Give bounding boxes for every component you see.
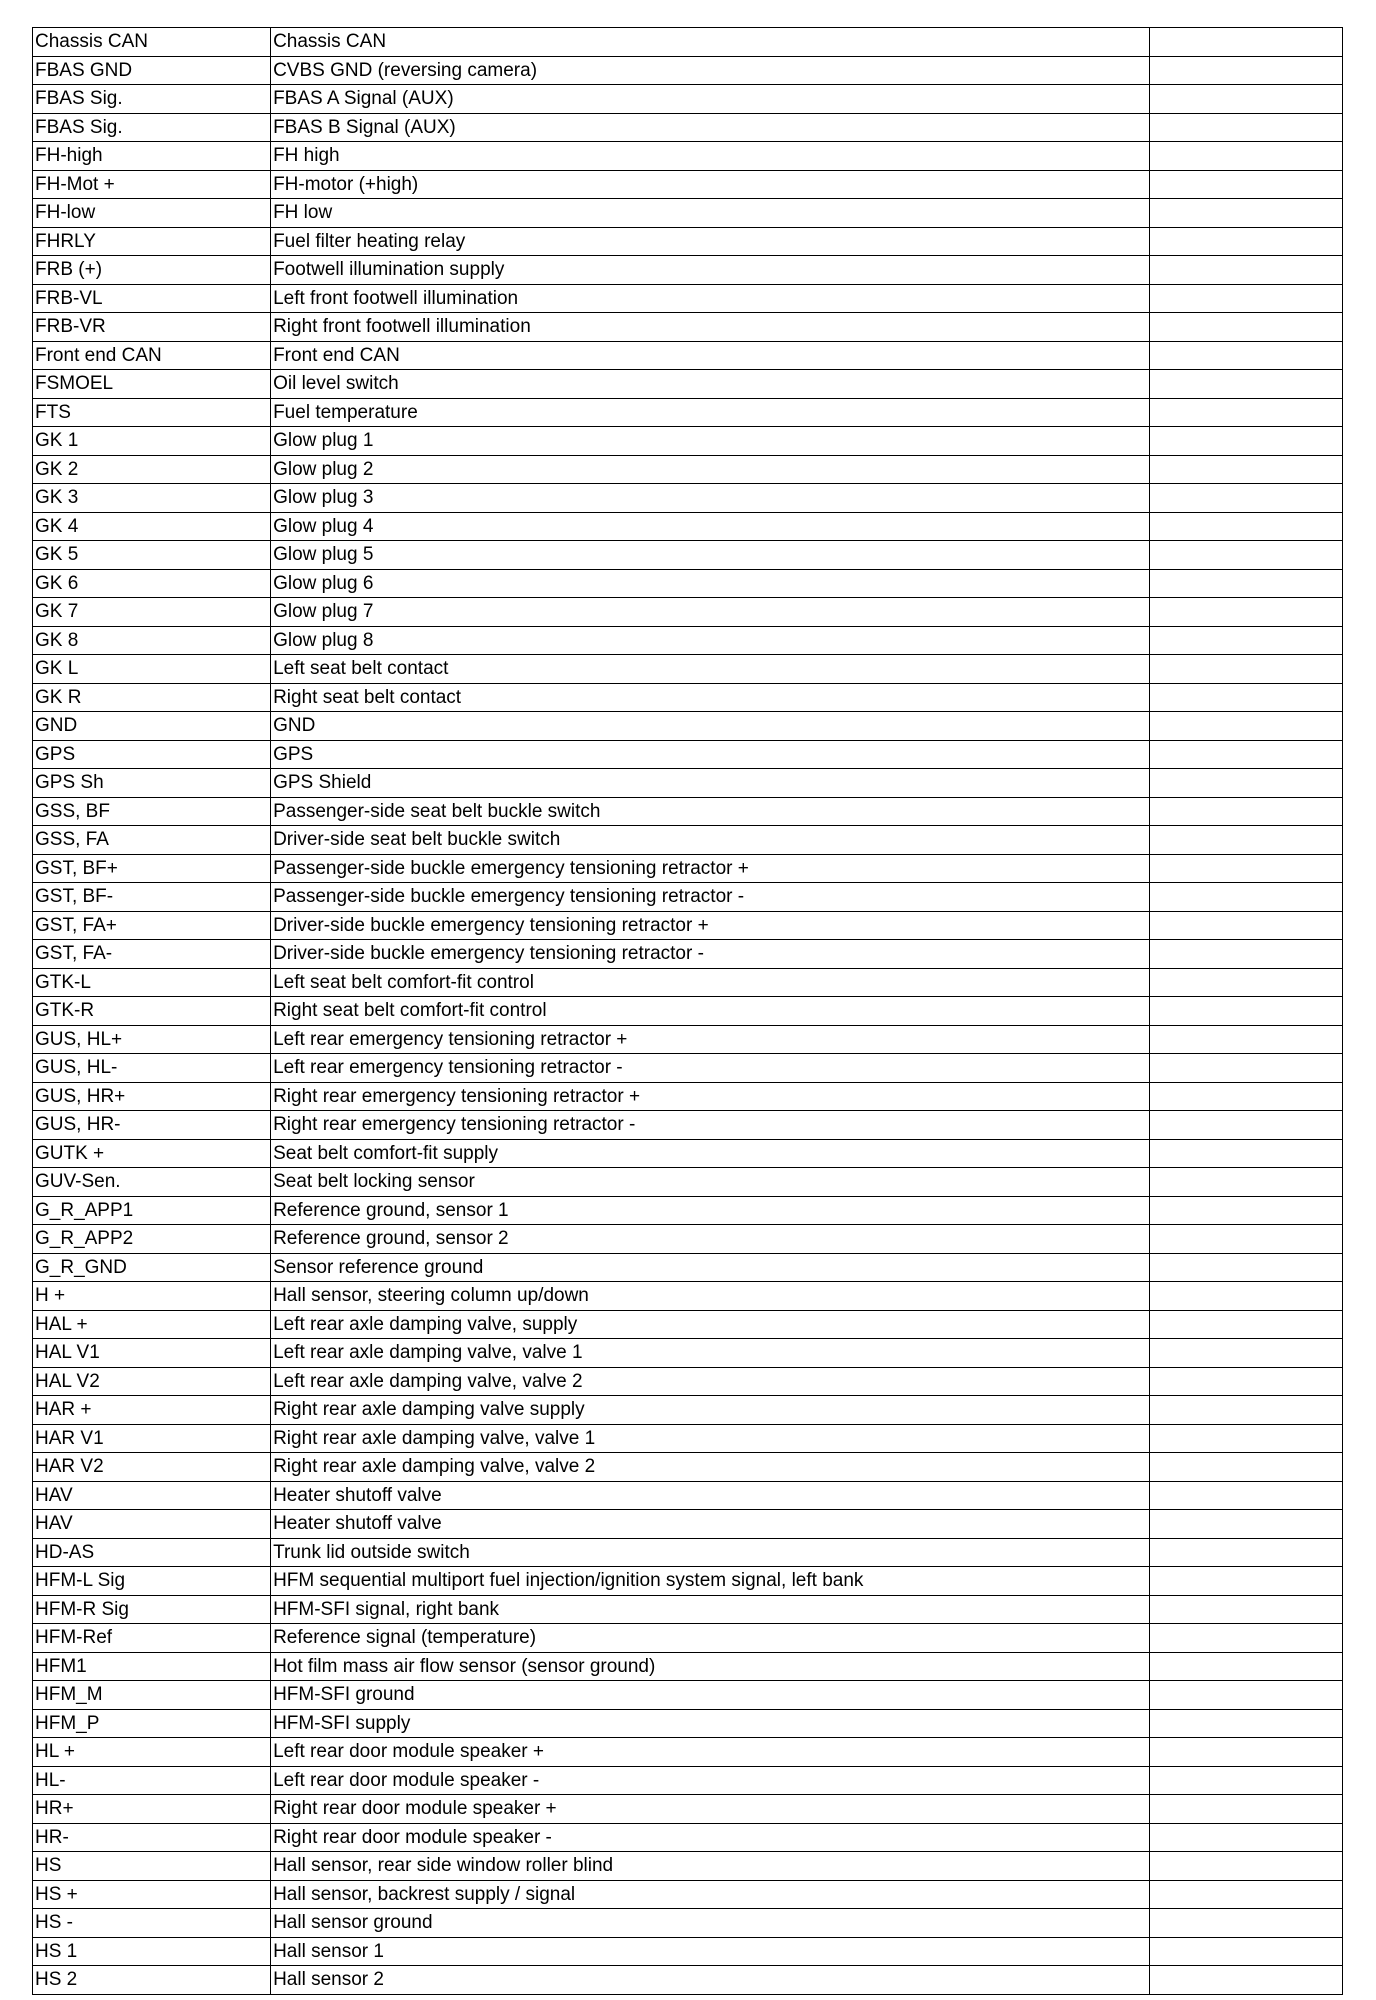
empty-cell: [1150, 997, 1343, 1026]
description-cell: Right rear axle damping valve, valve 2: [271, 1453, 1150, 1482]
description-cell: Sensor reference ground: [271, 1253, 1150, 1282]
description-cell: Chassis CAN: [271, 28, 1150, 57]
empty-cell: [1150, 1481, 1343, 1510]
description-cell: Fuel temperature: [271, 398, 1150, 427]
abbreviation-cell: FH-high: [33, 142, 271, 171]
description-cell: Right rear axle damping valve, valve 1: [271, 1424, 1150, 1453]
description-cell: Right rear emergency tensioning retractor -: [271, 1111, 1150, 1140]
abbreviation-cell: GSS, BF: [33, 797, 271, 826]
table-row: [33, 1424, 1343, 1453]
empty-cell: [1150, 56, 1343, 85]
empty-cell: [1150, 227, 1343, 256]
empty-cell: [1150, 1624, 1343, 1653]
table-row: [33, 1766, 1343, 1795]
table-row: [33, 142, 1343, 171]
description-cell: Right rear door module speaker +: [271, 1795, 1150, 1824]
table-row: [33, 1595, 1343, 1624]
table-row: [33, 313, 1343, 342]
abbreviation-cell: FH-low: [33, 199, 271, 228]
table-row: [33, 199, 1343, 228]
table-row: [33, 1339, 1343, 1368]
abbreviation-cell: HR+: [33, 1795, 271, 1824]
table-row: [33, 1196, 1343, 1225]
abbreviation-cell: HAL V1: [33, 1339, 271, 1368]
abbreviation-cell: FRB-VL: [33, 284, 271, 313]
empty-cell: [1150, 1253, 1343, 1282]
table-row: [33, 85, 1343, 114]
description-cell: Right rear door module speaker -: [271, 1823, 1150, 1852]
table-row: [33, 1225, 1343, 1254]
abbreviation-cell: GST, FA-: [33, 940, 271, 969]
empty-cell: [1150, 1823, 1343, 1852]
description-cell: Left rear door module speaker -: [271, 1766, 1150, 1795]
abbreviation-cell: GUTK +: [33, 1139, 271, 1168]
table-row: [33, 512, 1343, 541]
description-cell: Glow plug 7: [271, 598, 1150, 627]
table-row: [33, 1937, 1343, 1966]
description-cell: Hall sensor, backrest supply / signal: [271, 1880, 1150, 1909]
description-cell: FBAS B Signal (AUX): [271, 113, 1150, 142]
description-cell: Hall sensor, steering column up/down: [271, 1282, 1150, 1311]
table-row: [33, 227, 1343, 256]
table-row: [33, 655, 1343, 684]
abbreviation-cell: GK 8: [33, 626, 271, 655]
table-row: [33, 541, 1343, 570]
abbreviation-cell: HS 2: [33, 1966, 271, 1995]
empty-cell: [1150, 256, 1343, 285]
abbreviation-cell: Front end CAN: [33, 341, 271, 370]
table-row: [33, 712, 1343, 741]
abbreviation-cell: G_R_APP1: [33, 1196, 271, 1225]
table-row: [33, 1624, 1343, 1653]
table-row: [33, 997, 1343, 1026]
empty-cell: [1150, 769, 1343, 798]
abbreviation-cell: FRB (+): [33, 256, 271, 285]
description-cell: Reference signal (temperature): [271, 1624, 1150, 1653]
empty-cell: [1150, 1168, 1343, 1197]
description-cell: Driver-side buckle emergency tensioning retractor +: [271, 911, 1150, 940]
empty-cell: [1150, 1111, 1343, 1140]
empty-cell: [1150, 655, 1343, 684]
description-cell: Passenger-side buckle emergency tensioning retractor -: [271, 883, 1150, 912]
table-row: [33, 170, 1343, 199]
table-row: [33, 740, 1343, 769]
abbreviation-cell: FHRLY: [33, 227, 271, 256]
description-cell: FH low: [271, 199, 1150, 228]
description-cell: GPS Shield: [271, 769, 1150, 798]
empty-cell: [1150, 484, 1343, 513]
table-row: [33, 1567, 1343, 1596]
description-cell: Hall sensor 1: [271, 1937, 1150, 1966]
abbreviation-cell: GK R: [33, 683, 271, 712]
abbreviation-cell: HS -: [33, 1909, 271, 1938]
table-row: [33, 113, 1343, 142]
empty-cell: [1150, 1139, 1343, 1168]
table-row: [33, 569, 1343, 598]
abbreviation-cell: FTS: [33, 398, 271, 427]
description-cell: Oil level switch: [271, 370, 1150, 399]
description-cell: Hall sensor 2: [271, 1966, 1150, 1995]
table-row: [33, 1253, 1343, 1282]
abbreviation-cell: GSS, FA: [33, 826, 271, 855]
description-cell: HFM-SFI supply: [271, 1709, 1150, 1738]
empty-cell: [1150, 1738, 1343, 1767]
abbreviation-cell: FBAS GND: [33, 56, 271, 85]
description-cell: Seat belt comfort-fit supply: [271, 1139, 1150, 1168]
description-cell: Glow plug 4: [271, 512, 1150, 541]
table-row: [33, 1396, 1343, 1425]
abbreviation-cell: GK L: [33, 655, 271, 684]
table-row: [33, 1738, 1343, 1767]
table-row: [33, 1538, 1343, 1567]
description-cell: Glow plug 2: [271, 455, 1150, 484]
empty-cell: [1150, 1880, 1343, 1909]
table-row: [33, 769, 1343, 798]
description-cell: Fuel filter heating relay: [271, 227, 1150, 256]
empty-cell: [1150, 1453, 1343, 1482]
table-row: [33, 284, 1343, 313]
abbreviation-cell: HD-AS: [33, 1538, 271, 1567]
table-row: [33, 940, 1343, 969]
abbreviation-cell: HFM1: [33, 1652, 271, 1681]
empty-cell: [1150, 1966, 1343, 1995]
empty-cell: [1150, 1709, 1343, 1738]
description-cell: Passenger-side seat belt buckle switch: [271, 797, 1150, 826]
table-row: [33, 1880, 1343, 1909]
empty-cell: [1150, 1025, 1343, 1054]
abbreviation-cell: GK 5: [33, 541, 271, 570]
table-row: [33, 1025, 1343, 1054]
description-cell: Right seat belt comfort-fit control: [271, 997, 1150, 1026]
table-row: [33, 1681, 1343, 1710]
table-row: [33, 797, 1343, 826]
abbreviation-cell: HL +: [33, 1738, 271, 1767]
abbreviation-cell: HFM-L Sig: [33, 1567, 271, 1596]
empty-cell: [1150, 199, 1343, 228]
description-cell: Left rear door module speaker +: [271, 1738, 1150, 1767]
empty-cell: [1150, 313, 1343, 342]
description-cell: HFM-SFI signal, right bank: [271, 1595, 1150, 1624]
empty-cell: [1150, 398, 1343, 427]
empty-cell: [1150, 1567, 1343, 1596]
description-cell: Driver-side buckle emergency tensioning retractor -: [271, 940, 1150, 969]
empty-cell: [1150, 113, 1343, 142]
empty-cell: [1150, 911, 1343, 940]
empty-cell: [1150, 1538, 1343, 1567]
description-cell: Glow plug 1: [271, 427, 1150, 456]
description-cell: Left rear emergency tensioning retractor -: [271, 1054, 1150, 1083]
abbreviation-cell: GUS, HR+: [33, 1082, 271, 1111]
abbreviation-cell: FBAS Sig.: [33, 113, 271, 142]
description-cell: Passenger-side buckle emergency tensioning retractor +: [271, 854, 1150, 883]
empty-cell: [1150, 1339, 1343, 1368]
table-row: [33, 883, 1343, 912]
empty-cell: [1150, 826, 1343, 855]
description-cell: FH-motor (+high): [271, 170, 1150, 199]
empty-cell: [1150, 598, 1343, 627]
abbreviation-cell: GPS: [33, 740, 271, 769]
table-row: [33, 1652, 1343, 1681]
table-row: [33, 1966, 1343, 1995]
table-row: [33, 1054, 1343, 1083]
table-row: [33, 911, 1343, 940]
abbreviation-cell: FRB-VR: [33, 313, 271, 342]
empty-cell: [1150, 1909, 1343, 1938]
abbreviation-cell: GST, FA+: [33, 911, 271, 940]
table-body: [33, 28, 1343, 1995]
empty-cell: [1150, 883, 1343, 912]
empty-cell: [1150, 940, 1343, 969]
table-row: [33, 1282, 1343, 1311]
empty-cell: [1150, 541, 1343, 570]
description-cell: Left rear emergency tensioning retractor +: [271, 1025, 1150, 1054]
table-row: [33, 455, 1343, 484]
empty-cell: [1150, 740, 1343, 769]
empty-cell: [1150, 1225, 1343, 1254]
empty-cell: [1150, 455, 1343, 484]
abbreviation-cell: HS 1: [33, 1937, 271, 1966]
abbreviation-cell: HAR +: [33, 1396, 271, 1425]
table-row: [33, 1852, 1343, 1881]
abbreviation-cell: GK 1: [33, 427, 271, 456]
abbreviation-cell: HS: [33, 1852, 271, 1881]
empty-cell: [1150, 1196, 1343, 1225]
description-cell: Trunk lid outside switch: [271, 1538, 1150, 1567]
empty-cell: [1150, 28, 1343, 57]
empty-cell: [1150, 968, 1343, 997]
abbreviation-cell: GUS, HL+: [33, 1025, 271, 1054]
empty-cell: [1150, 1795, 1343, 1824]
empty-cell: [1150, 1510, 1343, 1539]
abbreviation-cell: GK 6: [33, 569, 271, 598]
table-row: [33, 1453, 1343, 1482]
description-cell: Left rear axle damping valve, supply: [271, 1310, 1150, 1339]
empty-cell: [1150, 427, 1343, 456]
abbreviation-cell: HAV: [33, 1481, 271, 1510]
empty-cell: [1150, 370, 1343, 399]
description-cell: FH high: [271, 142, 1150, 171]
abbreviation-cell: HFM-Ref: [33, 1624, 271, 1653]
description-cell: Reference ground, sensor 2: [271, 1225, 1150, 1254]
table-row: [33, 1823, 1343, 1852]
abbreviation-cell: GTK-L: [33, 968, 271, 997]
description-cell: CVBS GND (reversing camera): [271, 56, 1150, 85]
description-cell: Glow plug 8: [271, 626, 1150, 655]
description-cell: Left front footwell illumination: [271, 284, 1150, 313]
table-row: [33, 1082, 1343, 1111]
abbreviation-cell: FSMOEL: [33, 370, 271, 399]
table-row: [33, 1111, 1343, 1140]
table-row: [33, 341, 1343, 370]
empty-cell: [1150, 85, 1343, 114]
abbreviation-cell: FH-Mot +: [33, 170, 271, 199]
abbreviation-cell: GND: [33, 712, 271, 741]
empty-cell: [1150, 1766, 1343, 1795]
empty-cell: [1150, 142, 1343, 171]
abbreviation-cell: H +: [33, 1282, 271, 1311]
table-row: [33, 683, 1343, 712]
empty-cell: [1150, 1310, 1343, 1339]
table-row: [33, 854, 1343, 883]
empty-cell: [1150, 1054, 1343, 1083]
description-cell: GPS: [271, 740, 1150, 769]
empty-cell: [1150, 1852, 1343, 1881]
empty-cell: [1150, 1424, 1343, 1453]
table-row: [33, 968, 1343, 997]
abbreviation-cell: HAL V2: [33, 1367, 271, 1396]
abbreviation-cell: HAR V2: [33, 1453, 271, 1482]
abbreviation-table: [32, 27, 1343, 1995]
empty-cell: [1150, 854, 1343, 883]
abbreviation-cell: HS +: [33, 1880, 271, 1909]
abbreviation-cell: G_R_APP2: [33, 1225, 271, 1254]
abbreviation-cell: HFM_M: [33, 1681, 271, 1710]
table-row: [33, 427, 1343, 456]
table-row: [33, 56, 1343, 85]
abbreviation-cell: GUS, HR-: [33, 1111, 271, 1140]
abbreviation-cell: GK 3: [33, 484, 271, 513]
abbreviation-cell: HL-: [33, 1766, 271, 1795]
empty-cell: [1150, 683, 1343, 712]
description-cell: Left rear axle damping valve, valve 1: [271, 1339, 1150, 1368]
description-cell: Hall sensor ground: [271, 1909, 1150, 1938]
description-cell: Front end CAN: [271, 341, 1150, 370]
description-cell: HFM sequential multiport fuel injection/ignition system signal, left bank: [271, 1567, 1150, 1596]
abbreviation-cell: GK 2: [33, 455, 271, 484]
table-row: [33, 1795, 1343, 1824]
table-row: [33, 370, 1343, 399]
abbreviation-cell: HFM_P: [33, 1709, 271, 1738]
abbreviation-cell: HR-: [33, 1823, 271, 1852]
empty-cell: [1150, 1681, 1343, 1710]
description-cell: Left seat belt comfort-fit control: [271, 968, 1150, 997]
abbreviation-cell: GPS Sh: [33, 769, 271, 798]
description-cell: HFM-SFI ground: [271, 1681, 1150, 1710]
empty-cell: [1150, 284, 1343, 313]
table-row: [33, 826, 1343, 855]
table-row: [33, 484, 1343, 513]
description-cell: Reference ground, sensor 1: [271, 1196, 1150, 1225]
abbreviation-cell: Chassis CAN: [33, 28, 271, 57]
description-cell: Heater shutoff valve: [271, 1510, 1150, 1539]
table-row: [33, 1310, 1343, 1339]
description-cell: Left seat belt contact: [271, 655, 1150, 684]
table-row: [33, 1139, 1343, 1168]
abbreviation-cell: GST, BF-: [33, 883, 271, 912]
description-cell: Right seat belt contact: [271, 683, 1150, 712]
abbreviation-cell: FBAS Sig.: [33, 85, 271, 114]
empty-cell: [1150, 797, 1343, 826]
abbreviation-cell: GK 4: [33, 512, 271, 541]
table-row: [33, 28, 1343, 57]
description-cell: Heater shutoff valve: [271, 1481, 1150, 1510]
abbreviation-cell: GST, BF+: [33, 854, 271, 883]
table-row: [33, 256, 1343, 285]
description-cell: Left rear axle damping valve, valve 2: [271, 1367, 1150, 1396]
empty-cell: [1150, 1652, 1343, 1681]
description-cell: Hall sensor, rear side window roller blind: [271, 1852, 1150, 1881]
empty-cell: [1150, 712, 1343, 741]
empty-cell: [1150, 512, 1343, 541]
empty-cell: [1150, 1282, 1343, 1311]
description-cell: Glow plug 6: [271, 569, 1150, 598]
description-cell: Glow plug 5: [271, 541, 1150, 570]
table-row: [33, 398, 1343, 427]
description-cell: Glow plug 3: [271, 484, 1150, 513]
abbreviation-cell: GTK-R: [33, 997, 271, 1026]
description-cell: GND: [271, 712, 1150, 741]
abbreviation-cell: GUV-Sen.: [33, 1168, 271, 1197]
abbreviation-cell: GK 7: [33, 598, 271, 627]
empty-cell: [1150, 626, 1343, 655]
empty-cell: [1150, 170, 1343, 199]
abbreviation-cell: G_R_GND: [33, 1253, 271, 1282]
description-cell: Right rear emergency tensioning retractor +: [271, 1082, 1150, 1111]
table-row: [33, 1909, 1343, 1938]
description-cell: Footwell illumination supply: [271, 256, 1150, 285]
table-row: [33, 1709, 1343, 1738]
abbreviation-cell: HFM-R Sig: [33, 1595, 271, 1624]
empty-cell: [1150, 1082, 1343, 1111]
empty-cell: [1150, 1396, 1343, 1425]
description-cell: Hot film mass air flow sensor (sensor ground): [271, 1652, 1150, 1681]
description-cell: Driver-side seat belt buckle switch: [271, 826, 1150, 855]
table-row: [33, 1510, 1343, 1539]
abbreviation-cell: GUS, HL-: [33, 1054, 271, 1083]
empty-cell: [1150, 1367, 1343, 1396]
table-row: [33, 1481, 1343, 1510]
table-row: [33, 598, 1343, 627]
empty-cell: [1150, 1937, 1343, 1966]
table-row: [33, 1367, 1343, 1396]
empty-cell: [1150, 341, 1343, 370]
table-row: [33, 626, 1343, 655]
description-cell: Right front footwell illumination: [271, 313, 1150, 342]
description-cell: FBAS A Signal (AUX): [271, 85, 1150, 114]
empty-cell: [1150, 569, 1343, 598]
table-row: [33, 1168, 1343, 1197]
abbreviation-cell: HAV: [33, 1510, 271, 1539]
empty-cell: [1150, 1595, 1343, 1624]
abbreviation-cell: HAL +: [33, 1310, 271, 1339]
description-cell: Seat belt locking sensor: [271, 1168, 1150, 1197]
description-cell: Right rear axle damping valve supply: [271, 1396, 1150, 1425]
abbreviation-cell: HAR V1: [33, 1424, 271, 1453]
